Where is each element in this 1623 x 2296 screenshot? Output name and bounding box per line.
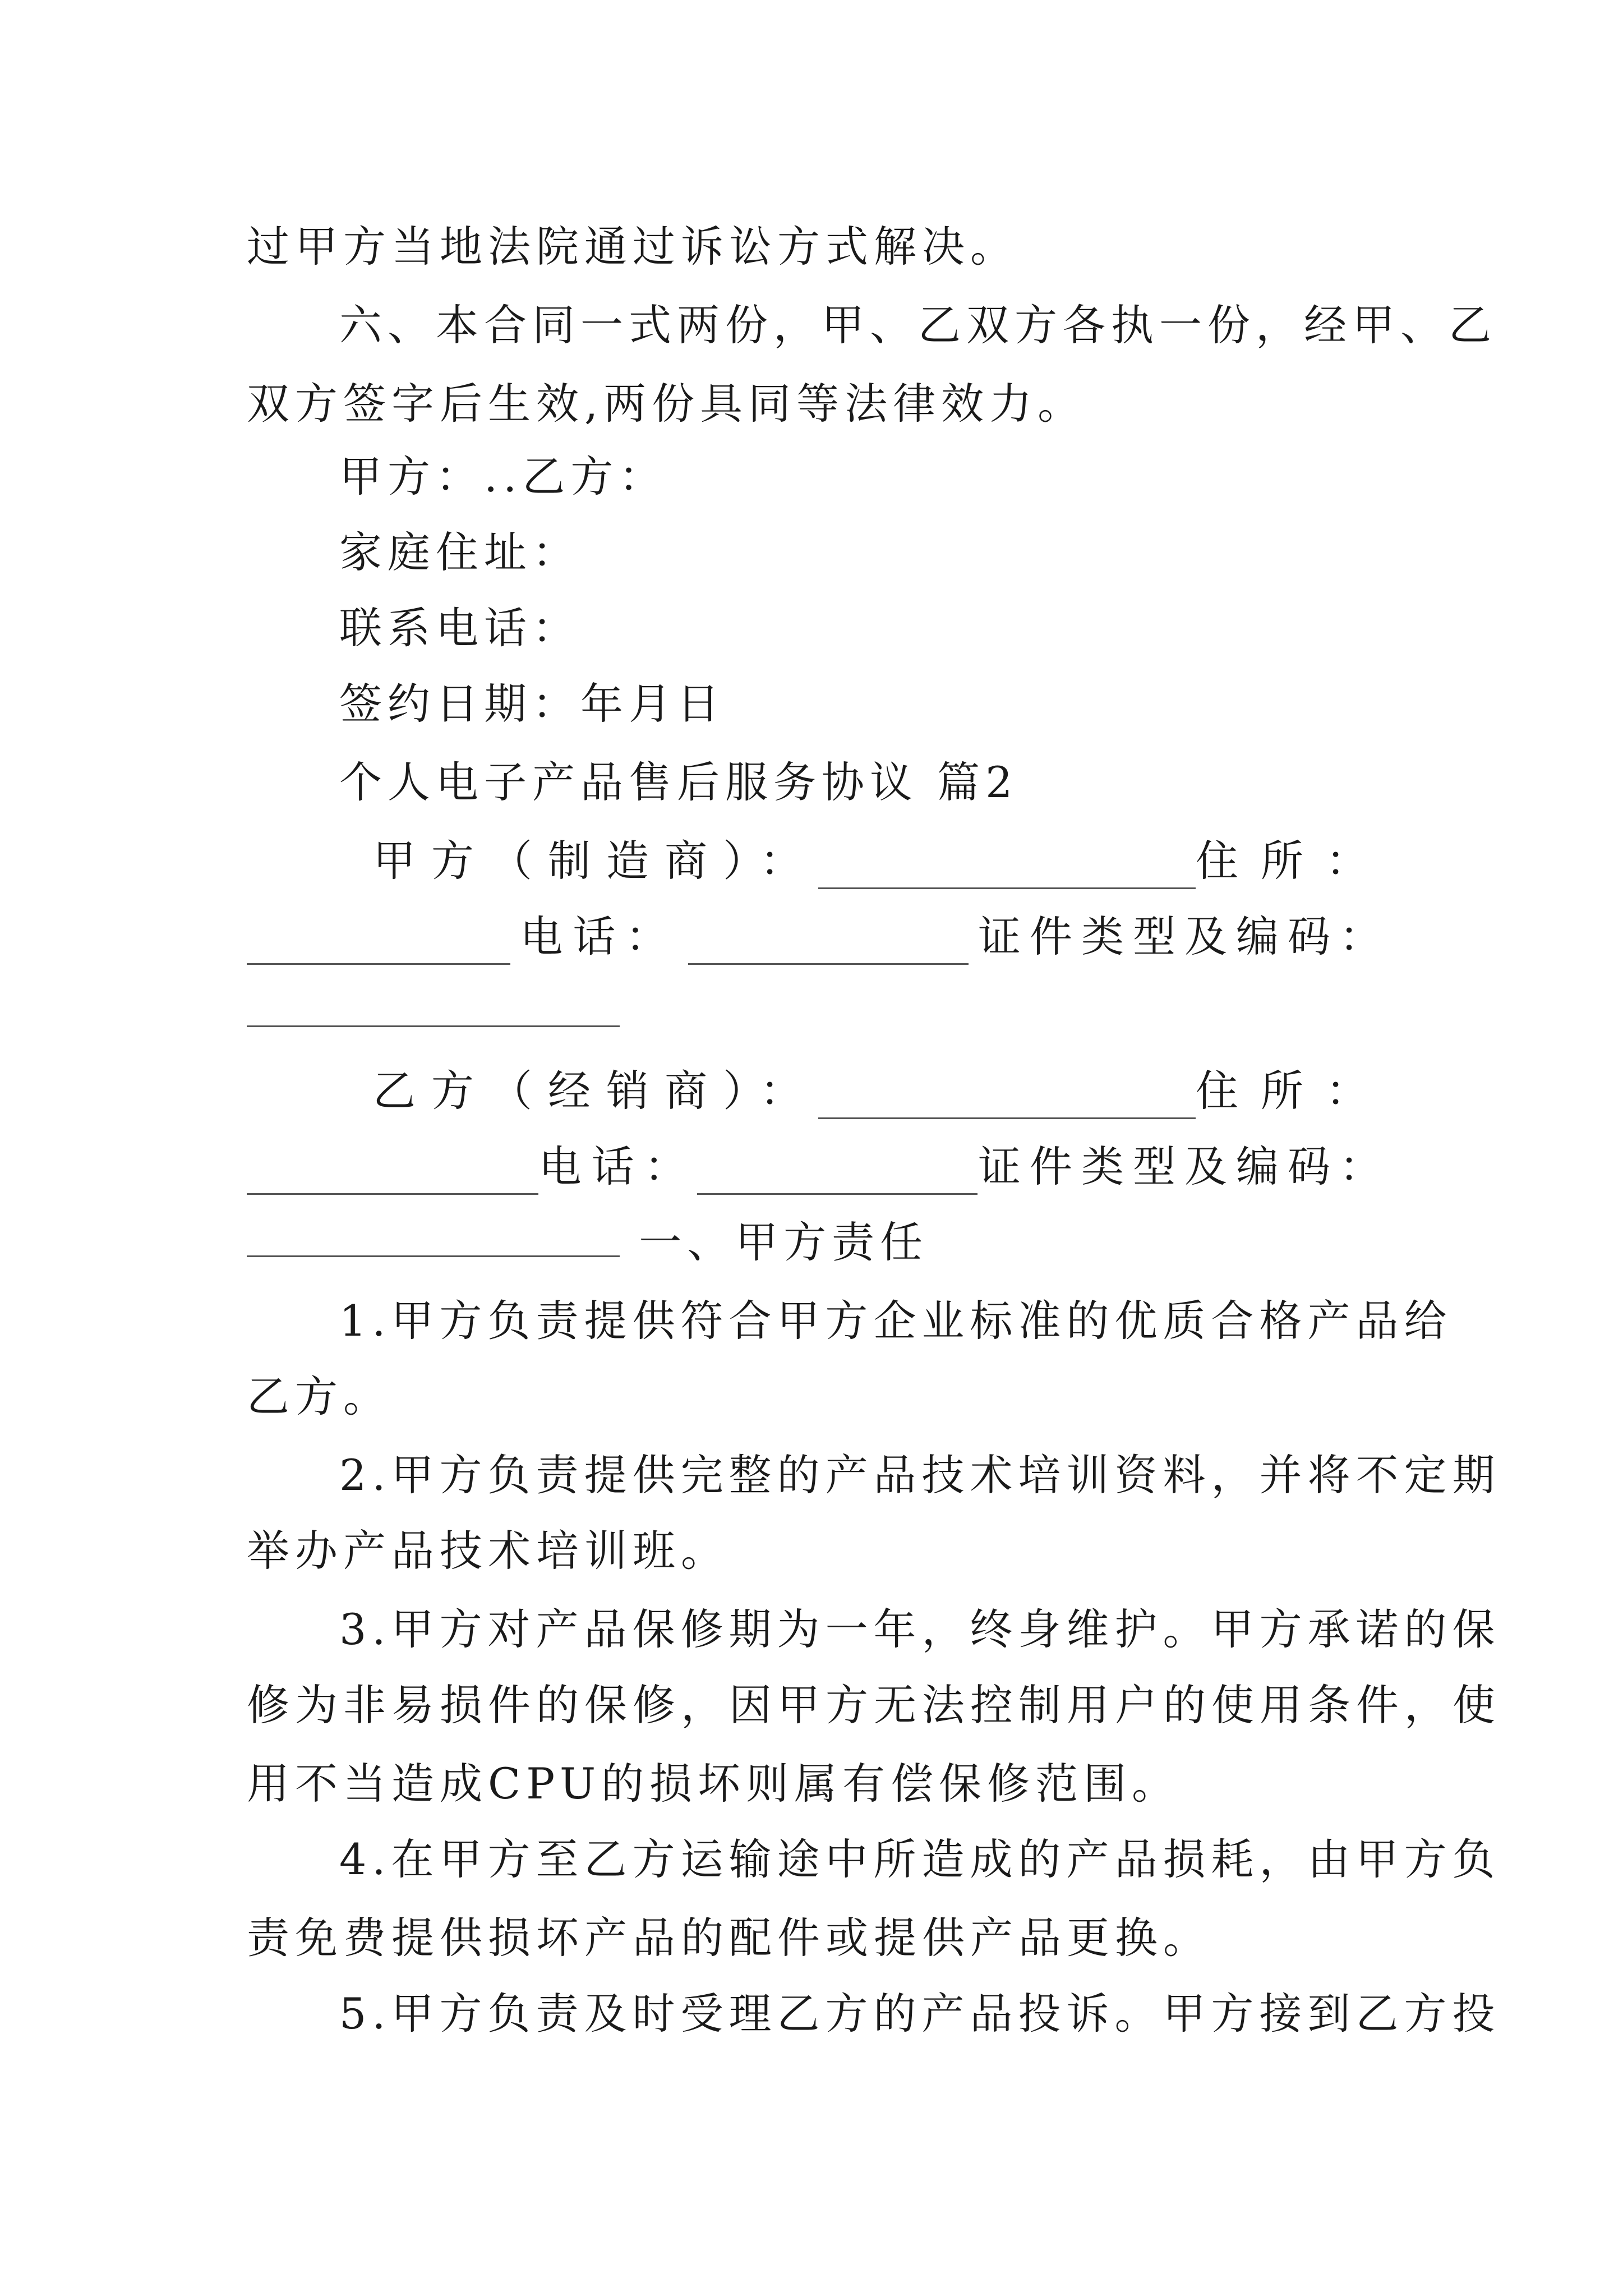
- party-a-address-blank: [247, 924, 510, 965]
- party-b-id-row: [247, 1214, 1391, 1271]
- party-a-id-row: [247, 984, 1391, 1041]
- clause-1-line: 1.甲方负责提供符合甲方企业标准的优质合格产品给: [339, 1296, 1453, 1346]
- clause-3-line: 用不当造成CPU的损坏则属有偿保修范围。: [247, 1759, 1181, 1809]
- party-b-phone-blank: [697, 1154, 978, 1195]
- party-b-contact-row: [247, 1139, 1391, 1195]
- party-b-row: [373, 1063, 1391, 1119]
- party-a-id-label: 证件类型及编码：: [978, 912, 1391, 961]
- party-a-contact-row: [247, 909, 1391, 965]
- signature-parties-line: 甲方：..乙方：: [339, 452, 667, 501]
- clause-4-line: 责免费提供损坏产品的配件或提供产品更换。: [247, 1913, 1211, 1963]
- signing-date-line: 签约日期：年月日: [339, 679, 725, 729]
- contact-phone-line: 联系电话：: [339, 603, 580, 653]
- clause-4-line: 4.在甲方至乙方运输途中所造成的产品损耗，由甲方负: [339, 1834, 1501, 1884]
- clause-3-line: 修为非易损件的保修，因甲方无法控制用户的使用条件，使: [247, 1680, 1501, 1730]
- party-b-id-blank: [247, 1216, 620, 1257]
- party-a-name-blank: [818, 848, 1196, 889]
- clause-3-line: 3.甲方对产品保修期为一年，终身维护。甲方承诺的保: [339, 1604, 1501, 1654]
- party-a-address-label: 住所：: [1196, 836, 1391, 886]
- party-a-label: 甲方（制造商）：: [373, 836, 818, 886]
- section-title: 一、甲方责任: [639, 1217, 929, 1267]
- paragraph-line: 过甲方当地法院通过诉讼方式解决。: [247, 222, 1018, 272]
- party-b-address-blank: [247, 1154, 538, 1195]
- clause-2-line: 举办产品技术培训班。: [247, 1526, 729, 1576]
- party-a-row: [373, 833, 1391, 889]
- section-heading: 个人电子产品售后服务协议 篇2: [339, 757, 1018, 807]
- party-b-phone-label: 电话：: [538, 1142, 697, 1191]
- party-b-name-blank: [818, 1078, 1196, 1119]
- party-a-phone-label: 电话：: [520, 912, 679, 961]
- home-address-line: 家庭住址：: [339, 527, 580, 577]
- party-a-id-blank: [247, 986, 620, 1027]
- paragraph-line: 双方签字后生效,两份具同等法律效力。: [247, 379, 1086, 429]
- party-a-phone-blank: [688, 924, 969, 965]
- party-b-label: 乙方（经销商）：: [373, 1066, 818, 1116]
- clause-2-line: 2.甲方负责提供完整的产品技术培训资料，并将不定期: [339, 1450, 1501, 1500]
- clause-5-line: 5.甲方负责及时受理乙方的产品投诉。甲方接到乙方投: [339, 1989, 1501, 2039]
- paragraph-line: 六、本合同一式两份，甲、乙双方各执一份，经甲、乙: [339, 300, 1497, 350]
- party-b-address-label: 住所：: [1196, 1066, 1391, 1116]
- clause-1-line: 乙方。: [247, 1372, 391, 1421]
- party-b-id-label: 证件类型及编码：: [978, 1142, 1391, 1191]
